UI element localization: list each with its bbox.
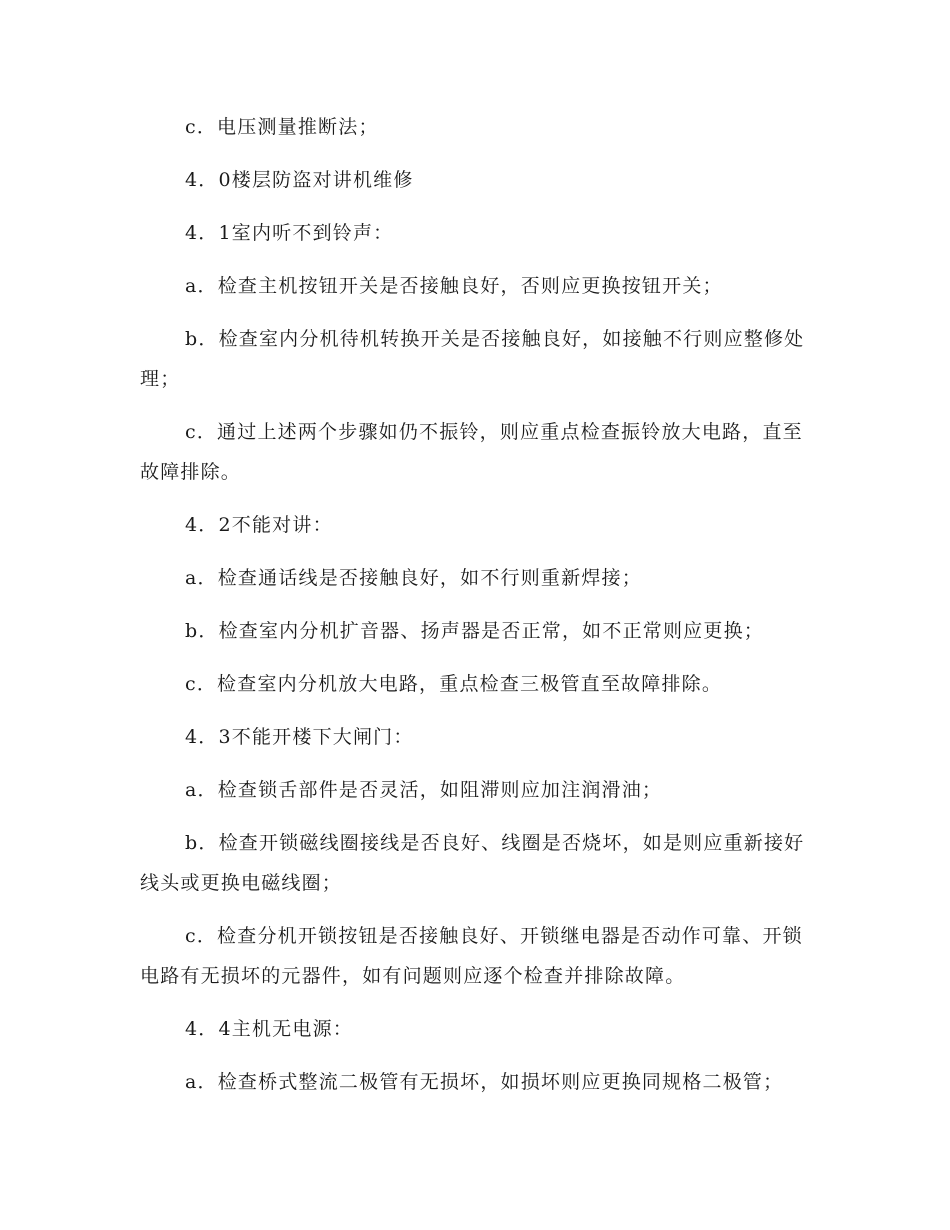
paragraph-4-1-a: a．检查主机按钮开关是否接触良好，否则应更换按钮开关；: [185, 275, 723, 297]
paragraph-4-3-b: b．检查开锁磁线圈接线是否良好、线圈是否烧坏，如是则应重新接好线头或更换电磁线圈；: [140, 832, 805, 894]
heading-4-0-intercom-repair: 4．0楼层防盗对讲机维修: [185, 169, 414, 191]
paragraph-4-3-c: c．检查分机开锁按钮是否接触良好、开锁继电器是否动作可靠、开锁电路有无损坏的元器件，如有问题则应逐个检查并排除故障。: [140, 925, 803, 987]
heading-4-1-no-ring: 4．1室内听不到铃声：: [185, 222, 394, 244]
heading-4-3-gate-unlock: 4．3不能开楼下大闸门：: [185, 726, 414, 748]
heading-4-4-no-power: 4．4主机无电源：: [185, 1018, 353, 1040]
paragraph-4-1-b: b．检查室内分机待机转换开关是否接触良好，如接触不行则应整修处理；: [140, 328, 805, 390]
document-body: [140, 107, 810, 1115]
paragraph-c-voltage-method: c．电压测量推断法；: [185, 116, 379, 138]
paragraph-4-2-b: b．检查室内分机扩音器、扬声器是否正常，如不正常则应更换；: [185, 620, 764, 642]
paragraph-4-2-c: c．检查室内分机放大电路，重点检查三极管直至故障排除。: [185, 673, 723, 695]
paragraph-4-4-a: a．检查桥式整流二极管有无损坏，如损坏则应更换同规格二极管；: [185, 1071, 784, 1093]
paragraph-4-1-c: c．通过上述两个步骤如仍不振铃，则应重点检查振铃放大电路，直至故障排除。: [140, 421, 803, 483]
paragraph-4-3-a: a．检查锁舌部件是否灵活，如阻滞则应加注润滑油；: [185, 779, 663, 801]
paragraph-4-2-a: a．检查通话线是否接触良好，如不行则重新焊接；: [185, 567, 642, 589]
heading-4-2-no-talk: 4．2不能对讲：: [185, 514, 333, 536]
